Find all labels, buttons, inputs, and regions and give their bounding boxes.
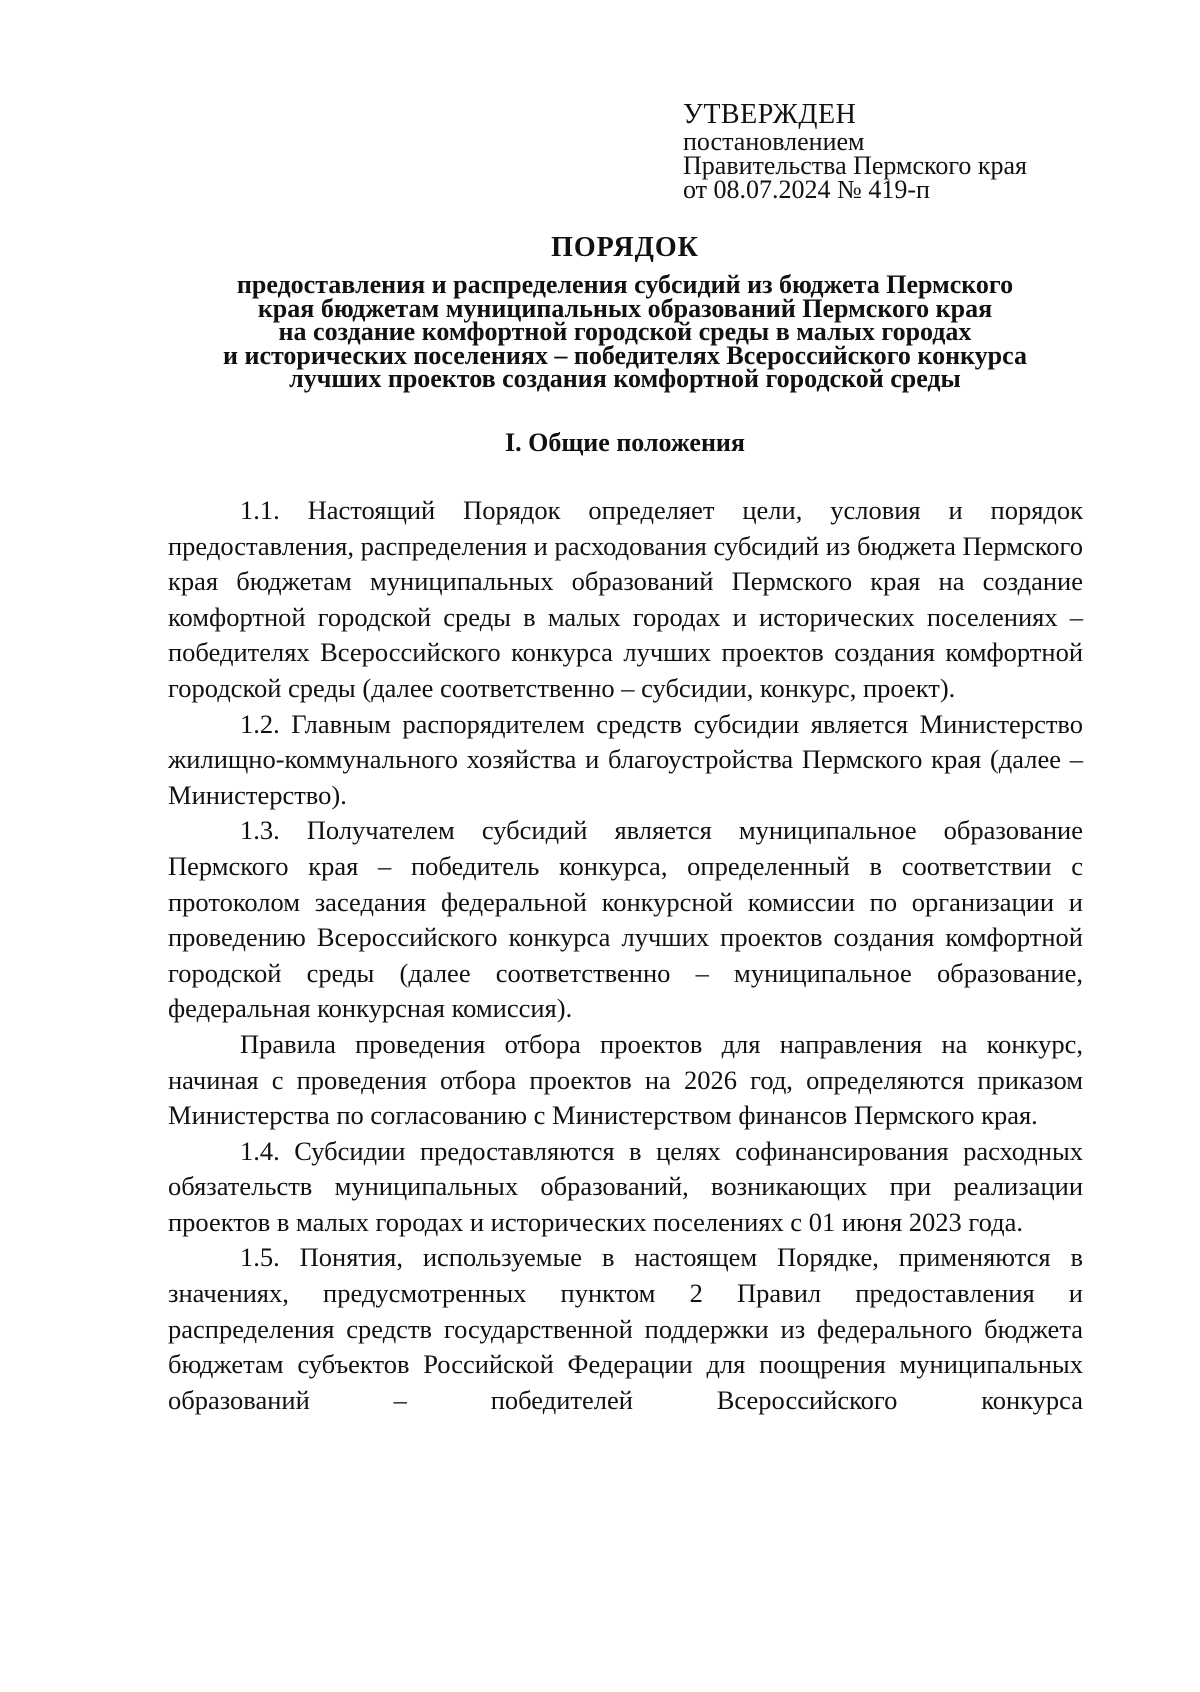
approval-line-government: Правительства Пермского края bbox=[683, 151, 1027, 180]
subtitle-line: края бюджетам муниципальных образований Пермского края bbox=[257, 293, 993, 323]
paragraph-selection-rules: Правила проведения отбора проектов для направления на конкурс, начиная с проведения отбора проектов на 2026 год, определяются приказом Министерства по согласованию с Министерством финансов Пермского края. bbox=[168, 1028, 1083, 1131]
approval-line-date-number: от 08.07.2024 № 419-п bbox=[683, 175, 930, 204]
approval-approved-word: УТВЕРЖДЕН bbox=[683, 99, 857, 130]
section-heading: I. Общие положения bbox=[505, 428, 745, 457]
approval-line-resolution: постановлением bbox=[683, 127, 865, 156]
paragraph-1-2: 1.2. Главным распорядителем средств субсидии является Министерство жилищно-коммунального хозяйства и благоустройства Пермского края (далее – Министерство). bbox=[168, 708, 1083, 810]
approval-stamp bbox=[683, 100, 1027, 202]
subtitle-line: и исторических поселениях – победителях Всероссийского конкурса bbox=[223, 340, 1027, 370]
paragraph-1-3: 1.3. Получателем субсидий является муниципальное образование Пермского края – победитель конкурса, определенный в соответствии с протоколом заседания федеральной конкурсной комиссии по организации и проведению Всероссийского конкурса лучших проектов создания комфортной городской среды (далее соответственно – муниципальное образование, федеральная конкурсная комиссия). bbox=[168, 815, 1083, 1024]
document-title: ПОРЯДОК bbox=[551, 232, 699, 263]
subtitle-line: на создание комфортной городской среды в малых городах bbox=[278, 317, 972, 346]
subtitle-line: лучших проектов создания комфортной городской среды bbox=[289, 364, 961, 393]
document-subtitle bbox=[160, 270, 1090, 393]
paragraph-1-1: 1.1. Настоящий Порядок определяет цели, условия и порядок предоставления, распределения и расходования субсидий из бюджета Пермского края бюджетам муниципальных образований Пермского края на создание комфортной городской среды в малых городах и исторических поселениях – победителях Всероссийского конкурса лучших проектов создания комфортной городской среды (далее соответственно – субсидии, конкурс, проект). bbox=[168, 495, 1083, 703]
subtitle-line: предоставления и распределения субсидий из бюджета Пермского bbox=[236, 270, 1014, 299]
document-body bbox=[168, 493, 1083, 1418]
paragraph-1-5: 1.5. Понятия, используемые в настоящем Порядке, применяются в значениях, предусмотренных пунктом 2 Правил предоставления и распределения средств государственной поддержки из федерального бюджета бюджетам субъектов Российской Федерации для поощрения муниципальных образований – победителей Всероссийского конкурса bbox=[168, 1242, 1083, 1415]
paragraph-1-4: 1.4. Субсидии предоставляются в целях софинансирования расходных обязательств муниципальных образований, возникающих при реализации проектов в малых городах и исторических поселениях с 01 июня 2023 года. bbox=[168, 1135, 1083, 1237]
